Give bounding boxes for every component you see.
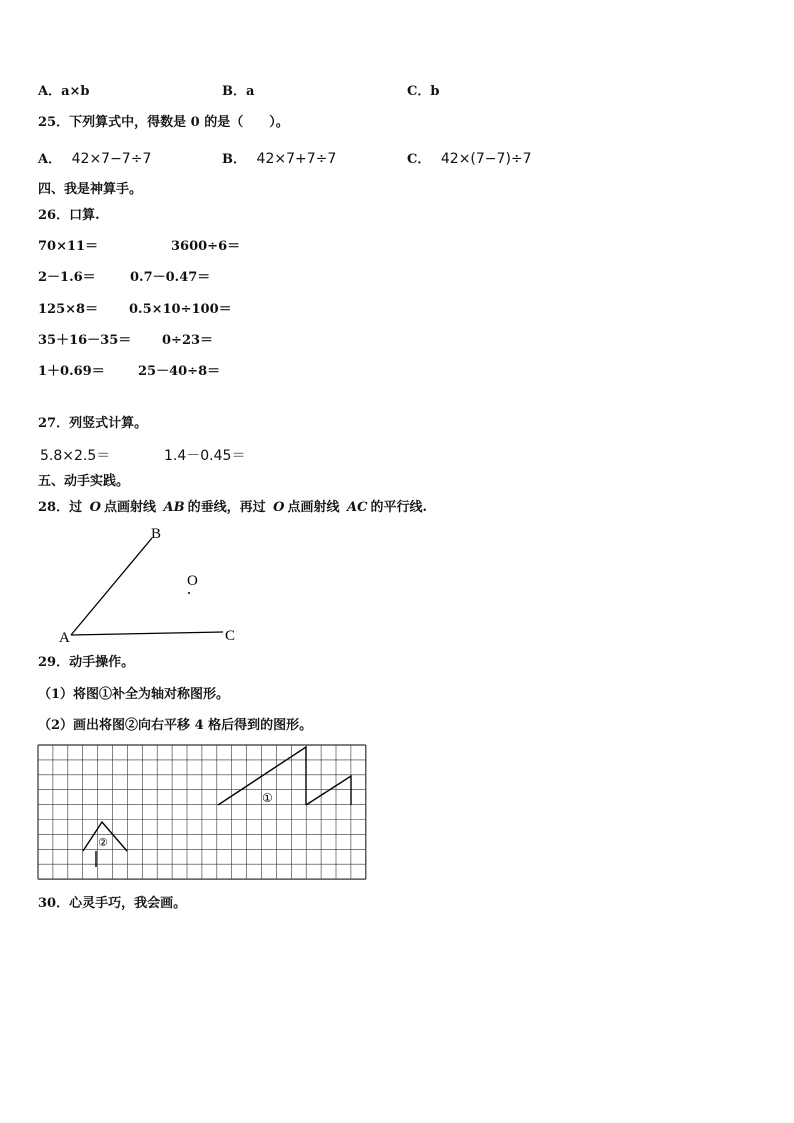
ray-ab	[71, 538, 152, 635]
q25-option-a-expr: 42×7−7÷7	[71, 151, 152, 167]
q29-sub-1: （1）将图①补全为轴对称图形。	[38, 687, 230, 702]
question-30-stem: 30．心灵手巧，我会画。	[38, 896, 187, 911]
option-b: B．a	[222, 84, 255, 99]
question-26-stem: 26．口算.	[38, 208, 100, 223]
label-b: B	[151, 526, 162, 542]
mental-math-item: 35＋16－35＝	[38, 333, 132, 348]
option-a: A．a×b	[38, 84, 90, 99]
q28-stem-number: 28．过	[38, 500, 83, 515]
vertical-calc-expression: 1.4－0.45＝	[164, 448, 246, 464]
mental-math-item: 1＋0.69＝	[38, 364, 105, 379]
q25-option-b-expr: 42×7+7÷7	[256, 151, 337, 167]
question-27-stem: 27．列竖式计算。	[38, 416, 148, 431]
q25-option-a	[38, 151, 151, 168]
grid-figure	[38, 745, 368, 881]
vertical-calc-expression: 5.8×2.5＝	[40, 448, 111, 464]
section-4-heading: 四、我是神算手。	[38, 182, 143, 197]
q28-stem-text: 的平行线.	[370, 500, 427, 515]
question-25-stem: 25．下列算式中，得数是 0 的是（ ）。	[38, 115, 289, 130]
mental-math-item: 25－40÷8＝	[138, 364, 221, 379]
figure-2-label: ②	[98, 836, 108, 849]
question-29-stem: 29．动手操作。	[38, 655, 135, 670]
label-a: A	[59, 630, 70, 646]
q25-option-a-label: A．	[38, 152, 62, 167]
q28-stem-text: 点画射线	[103, 500, 156, 515]
mental-math-item: 3600÷6＝	[171, 239, 241, 254]
q25-option-c	[407, 151, 532, 168]
mental-math-item: 0.5×10÷100＝	[129, 302, 232, 317]
q25-option-c-label: C．	[407, 152, 431, 167]
point-o-ref: O	[89, 500, 101, 515]
q25-option-b	[222, 151, 336, 168]
grid-lines	[38, 745, 366, 879]
q29-sub-2: （2）画出将图②向右平移 4 格后得到的图形。	[38, 718, 313, 733]
ray-ac	[71, 632, 223, 635]
angle-figure	[55, 522, 255, 650]
mental-math-item: 70×11＝	[38, 239, 99, 254]
section-5-heading: 五、动手实践。	[38, 474, 130, 489]
point-o	[188, 592, 190, 594]
label-o: O	[187, 573, 198, 589]
mental-math-item: 125×8＝	[38, 302, 99, 317]
mental-math-item: 0.7－0.47＝	[130, 270, 211, 285]
mental-math-item: 0÷23＝	[162, 333, 214, 348]
label-c: C	[225, 628, 236, 644]
mental-math-item: 2－1.6＝	[38, 270, 96, 285]
q25-option-b-label: B．	[222, 152, 246, 167]
figure-1-shape	[218, 747, 351, 805]
question-28-stem	[38, 500, 427, 516]
point-o-ref: O	[273, 500, 285, 515]
figure-1-label: ①	[262, 791, 273, 805]
ray-ac-ref: AC	[347, 500, 368, 515]
option-c: C．b	[407, 84, 440, 99]
q28-stem-text: 的垂线，再过	[187, 500, 266, 515]
q25-option-c-expr: 42×(7−7)÷7	[440, 151, 532, 167]
q28-stem-text: 点画射线	[287, 500, 340, 515]
ray-ab-ref: AB	[163, 500, 185, 515]
